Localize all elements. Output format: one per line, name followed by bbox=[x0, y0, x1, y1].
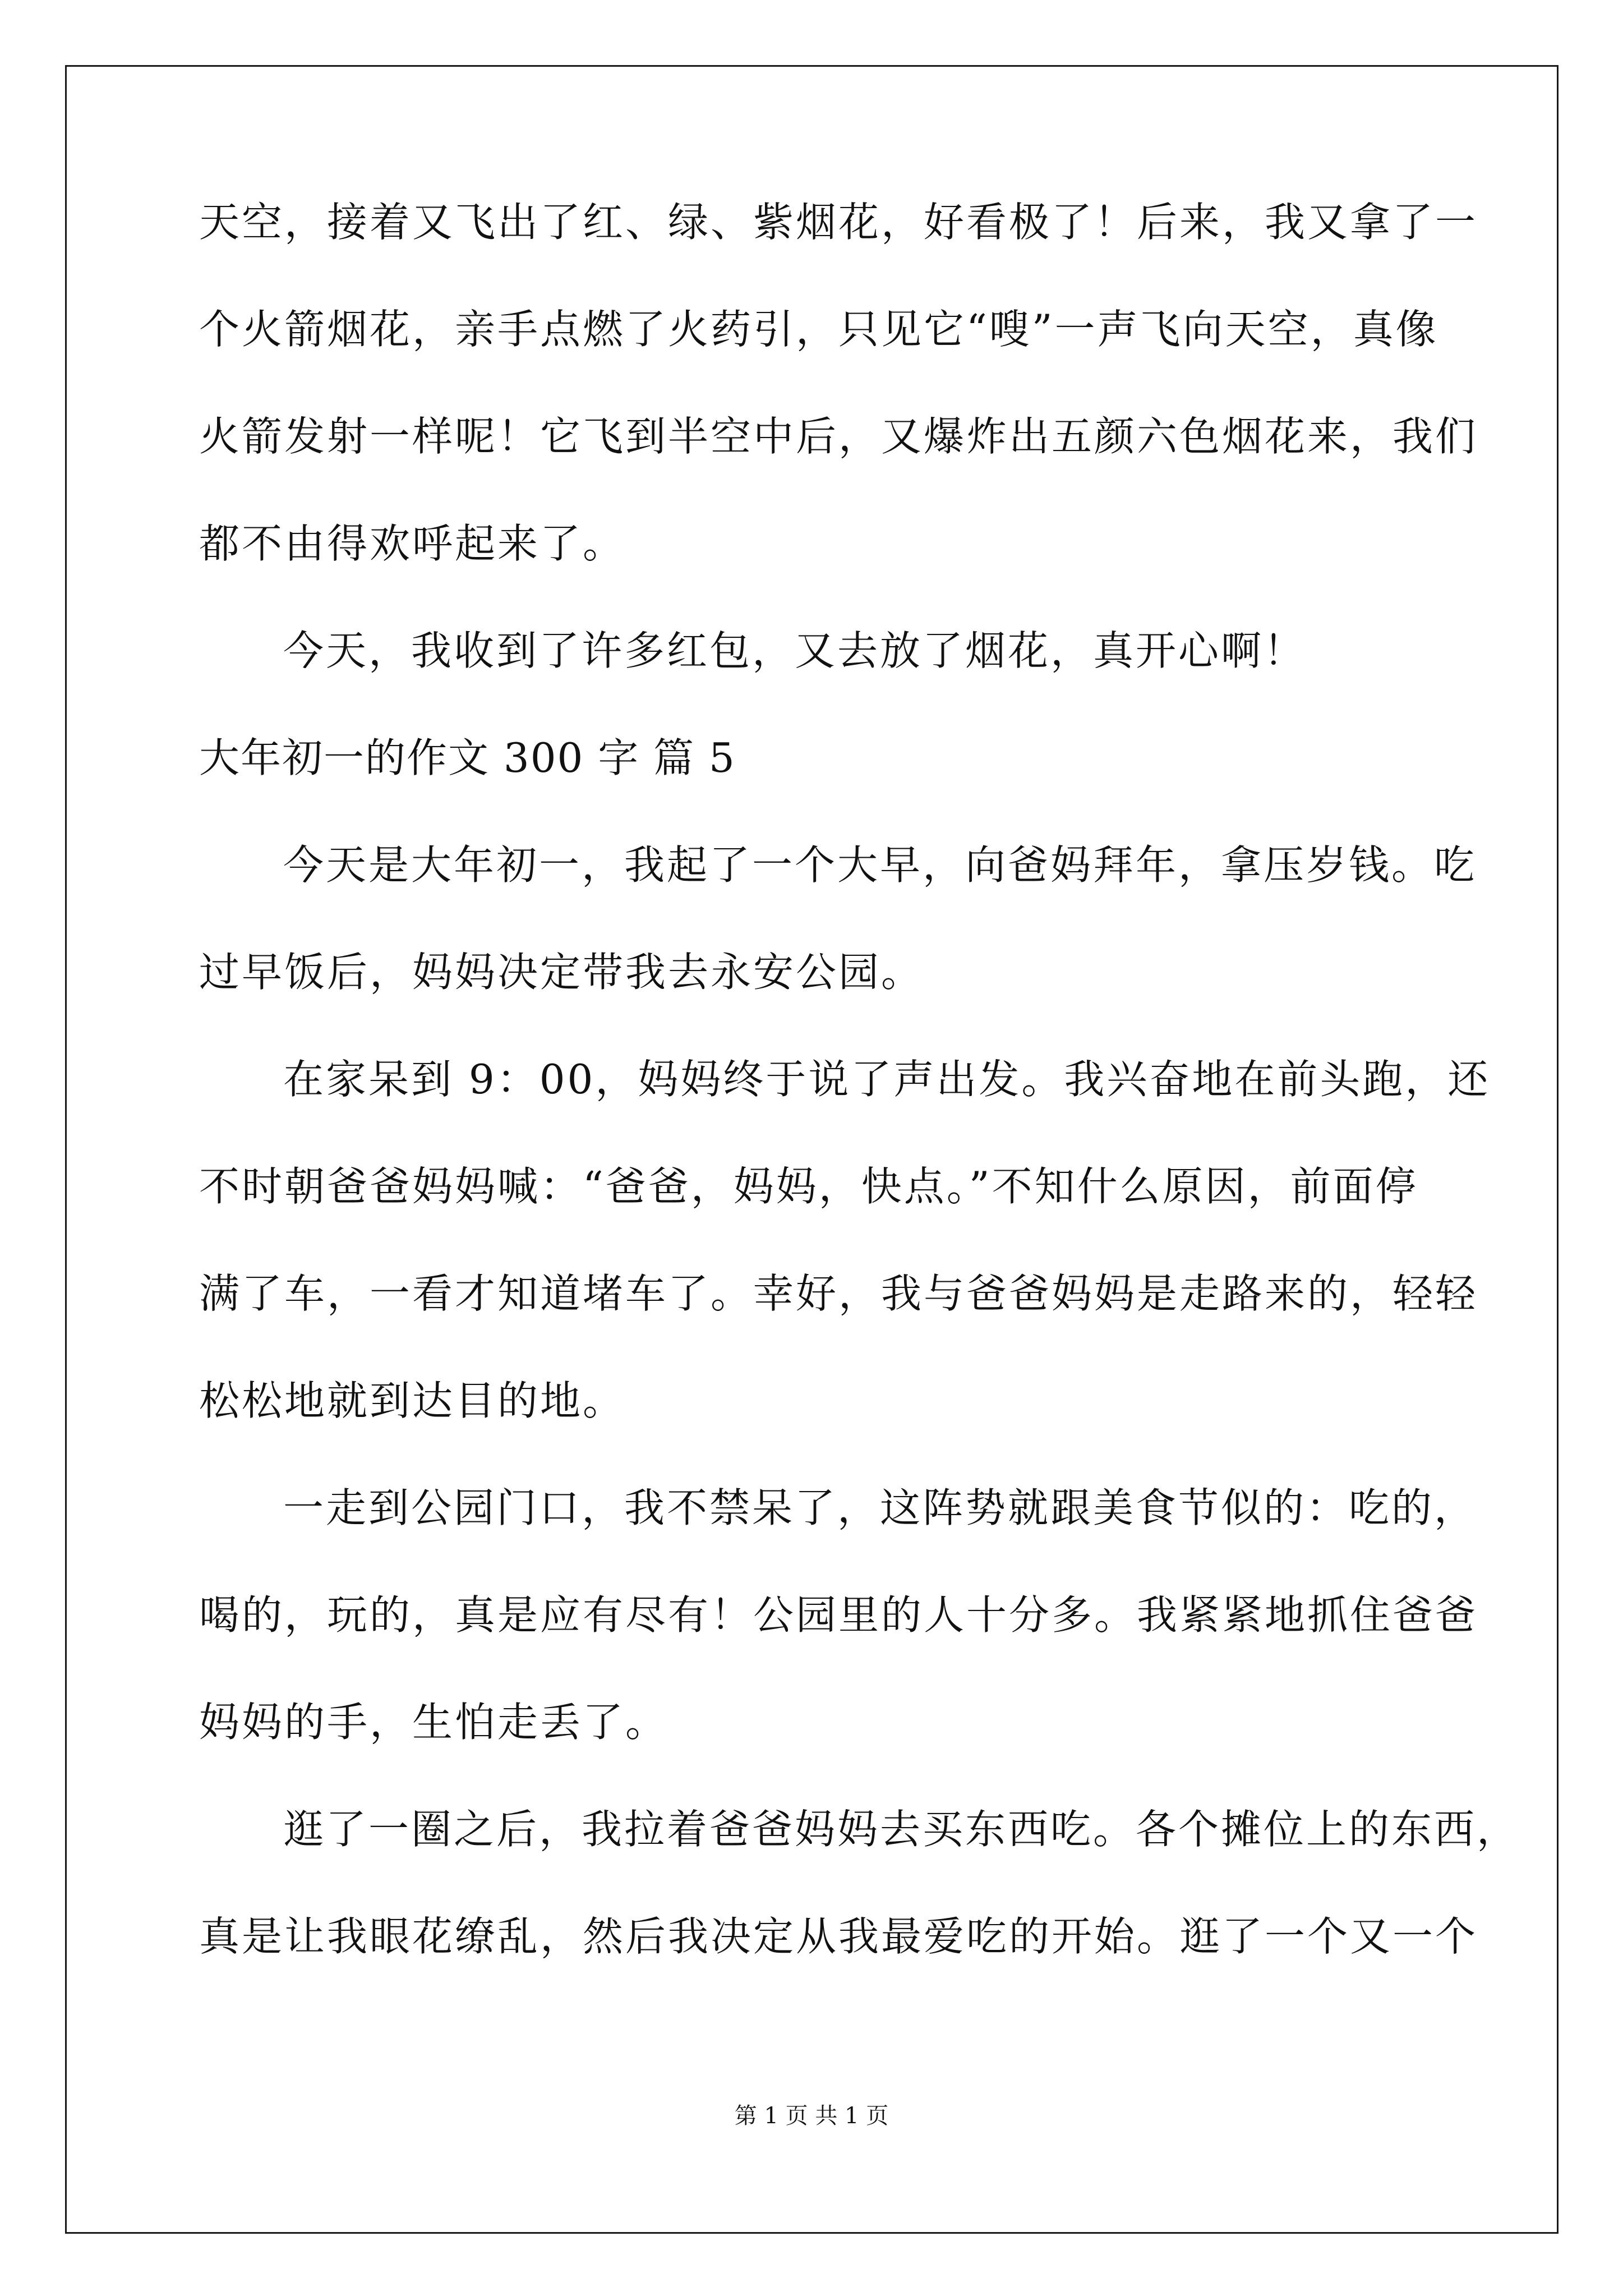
body-line: 真是让我眼花缭乱，然后我决定从我最爱吃的开始。逛了一个又一个 bbox=[199, 1913, 1478, 1960]
body-line: 妈妈的手，生怕走丢了。 bbox=[199, 1699, 668, 1746]
section-heading: 大年初一的作文 300 字 篇 5 bbox=[199, 734, 736, 781]
body-line: 个火箭烟花，亲手点燃了火药引，只见它“嗖”一声飞向天空，真像 bbox=[199, 306, 1438, 353]
body-line: 不时朝爸爸妈妈喊：“爸爸，妈妈，快点。”不知什么原因，前面停 bbox=[199, 1163, 1418, 1210]
body-line: 松松地就到达目的地。 bbox=[199, 1377, 626, 1424]
body-line: 喝的，玩的，真是应有尽有！公园里的人十分多。我紧紧地抓住爸爸 bbox=[199, 1591, 1478, 1639]
body-line: 火箭发射一样呢！它飞到半空中后，又爆炸出五颜六色烟花来，我们 bbox=[199, 413, 1478, 460]
page-footer: 第 1 页 共 1 页 bbox=[734, 2103, 889, 2129]
body-line: 都不由得欢呼起来了。 bbox=[199, 520, 626, 567]
body-line: 过早饭后，妈妈决定带我去永安公园。 bbox=[199, 949, 924, 996]
paragraph-start: 今天是大年初一，我起了一个大早，向爸妈拜年，拿压岁钱。吃 bbox=[283, 841, 1477, 889]
body-line: 天空，接着又飞出了红、绿、紫烟花，好看极了！后来，我又拿了一 bbox=[199, 199, 1478, 246]
body-line: 满了车，一看才知道堵车了。幸好，我与爸爸妈妈是走路来的，轻轻 bbox=[199, 1270, 1478, 1317]
document-body bbox=[199, 199, 1520, 2023]
paragraph-start: 在家呆到 9：00，妈妈终于说了声出发。我兴奋地在前头跑，还 bbox=[283, 1056, 1491, 1103]
paragraph-start: 一走到公园门口，我不禁呆了，这阵势就跟美食节似的：吃的， bbox=[283, 1484, 1477, 1531]
paragraph-start: 逛了一圈之后，我拉着爸爸妈妈去买东西吃。各个摊位上的东西， bbox=[283, 1806, 1520, 1853]
paragraph-start: 今天，我收到了许多红包，又去放了烟花，真开心啊！ bbox=[283, 627, 1307, 674]
